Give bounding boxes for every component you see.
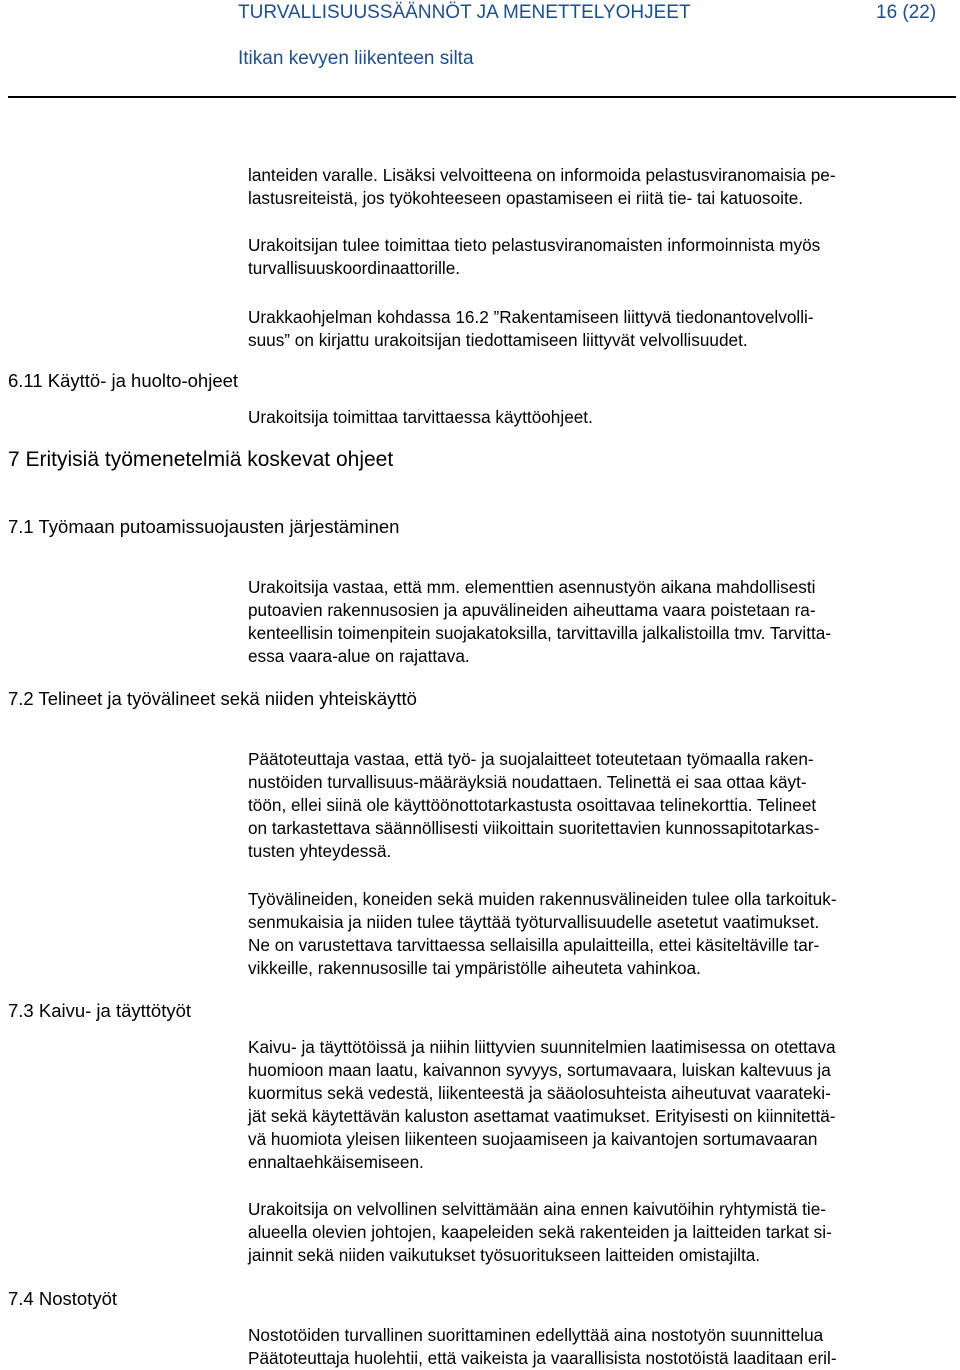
text-line: Urakoitsija on velvollinen selvittämään aina ennen kaivutöihin ryhtymistä tie- bbox=[248, 1199, 826, 1219]
section-heading-7-3: 7.3 Kaivu- ja täyttötyöt bbox=[8, 1000, 192, 1021]
paragraph-coordinator-info bbox=[248, 234, 948, 280]
paragraph-scaffolding bbox=[248, 748, 948, 863]
text-line: Urakoitsija toimittaa tarvittaessa käyttöohjeet. bbox=[248, 407, 593, 427]
section-heading-7: 7 Erityisiä työmenetelmiä koskevat ohjeet bbox=[8, 448, 394, 471]
section-heading-7-1: 7.1 Työmaan putoamissuojausten järjestäminen bbox=[8, 516, 400, 537]
text-line: Ne on varustettava tarvittaessa sellaisilla apulaitteilla, ettei käsiteltäville tar- bbox=[248, 935, 820, 955]
text-line: on tarkastettava säännöllisesti viikoittain suoritettavien kunnossapitotarkas- bbox=[248, 818, 820, 838]
text-line: senmukaisia ja niiden tulee täyttää työturvallisuudelle asetetut vaatimukset. bbox=[248, 912, 820, 932]
text-line: Nostotöiden turvallinen suorittaminen edellyttää aina nostotyön suunnittelua bbox=[248, 1325, 824, 1345]
text-line: lanteiden varalle. Lisäksi velvoitteena on informoida pelastusviranomaisia pe- bbox=[248, 165, 836, 185]
paragraph-rescue-routes bbox=[248, 164, 948, 210]
text-line: töön, ellei siinä ole käyttöönottotarkastusta osoittavaa telinekorttia. Telineet bbox=[248, 795, 817, 815]
paragraph-user-manuals bbox=[248, 406, 948, 429]
text-line: turvallisuuskoordinaattorille. bbox=[248, 258, 461, 278]
paragraph-tools-machinery bbox=[248, 888, 948, 980]
text-line: Urakoitsijan tulee toimittaa tieto pelastusviranomaisten informoinnista myös bbox=[248, 235, 821, 255]
page-number: 16 (22) bbox=[876, 2, 937, 23]
document-title: TURVALLISUUSSÄÄNNÖT JA MENETTELYOHJEET bbox=[238, 2, 691, 23]
section-heading-7-2: 7.2 Telineet ja työvälineet sekä niiden yhteiskäyttö bbox=[8, 688, 417, 709]
text-line: kuormitus sekä vedestä, liikenteestä ja sääolosuhteista aiheutuvat vaarateki- bbox=[248, 1083, 831, 1103]
text-line: vikkeille, rakennusosille tai ympäristölle aiheuteta vahinkoa. bbox=[248, 958, 701, 978]
text-line: kenteellisin toimenpitein suojakatoksilla, tarvittavilla jalkalistoilla tmv. Tarvitta- bbox=[248, 623, 832, 643]
section-heading-7-4: 7.4 Nostotyöt bbox=[8, 1288, 118, 1309]
text-line: putoavien rakennusosien ja apuvälineiden aiheuttama vaara poistetaan ra- bbox=[248, 600, 816, 620]
text-line: jät sekä käytettävän kaluston asettamat vaatimukset. Erityisesti on kiinnitettä- bbox=[248, 1106, 836, 1126]
text-line: ennaltaehkäisemiseen. bbox=[248, 1152, 424, 1172]
paragraph-fall-protection bbox=[248, 576, 948, 668]
text-line: suus” on kirjattu urakoitsijan tiedottamiseen liittyvät velvollisuudet. bbox=[248, 330, 748, 350]
paragraph-excavation bbox=[248, 1036, 948, 1174]
text-line: tusten yhteydessä. bbox=[248, 841, 392, 861]
text-line: essa vaara-alue on rajattava. bbox=[248, 646, 470, 666]
project-name: Itikan kevyen liikenteen silta bbox=[238, 48, 474, 69]
text-line: nustöiden turvallisuus-määräyksiä noudattaen. Telinettä ei saa ottaa käyt- bbox=[248, 772, 807, 792]
text-line: jainnit sekä niiden vaikutukset työsuoritukseen laitteiden omistajilta. bbox=[248, 1245, 761, 1265]
header-divider bbox=[8, 96, 956, 98]
section-heading-6-11: 6.11 Käyttö- ja huolto-ohjeet bbox=[8, 370, 239, 391]
text-line: Urakoitsija vastaa, että mm. elementtien asennustyön aikana mahdollisesti bbox=[248, 577, 816, 597]
text-line: lastusreiteistä, jos työkohteeseen opastamiseen ei riitä tie- tai katuosoite. bbox=[248, 188, 804, 208]
paragraph-contract-program bbox=[248, 306, 948, 352]
text-line: Kaivu- ja täyttötöissä ja niihin liittyvien suunnitelmien laatimisessa on otettava bbox=[248, 1037, 836, 1057]
text-line: Urakkaohjelman kohdassa 16.2 ”Rakentamiseen liittyvä tiedonantovelvolli- bbox=[248, 307, 814, 327]
text-line: alueella olevien johtojen, kaapeleiden sekä rakenteiden ja laitteiden tarkat si- bbox=[248, 1222, 832, 1242]
text-line: Päätoteuttaja vastaa, että työ- ja suojalaitteet toteutetaan työmaalla raken- bbox=[248, 749, 814, 769]
text-line: Päätoteuttaja huolehtii, että vaikeista ja vaarallisista nostotöistä laaditaan eril- bbox=[248, 1348, 837, 1368]
text-line: huomioon maan laatu, kaivannon syvyys, sortumavaara, luiskan kaltevuus ja bbox=[248, 1060, 831, 1080]
paragraph-utility-locations bbox=[248, 1198, 948, 1267]
text-line: vä huomiota yleisen liikenteen suojaamiseen ja kaivantojen sortumavaaran bbox=[248, 1129, 818, 1149]
text-line: Työvälineiden, koneiden sekä muiden rakennusvälineiden tulee olla tarkoituk- bbox=[248, 889, 837, 909]
paragraph-lifting-work bbox=[248, 1324, 948, 1370]
